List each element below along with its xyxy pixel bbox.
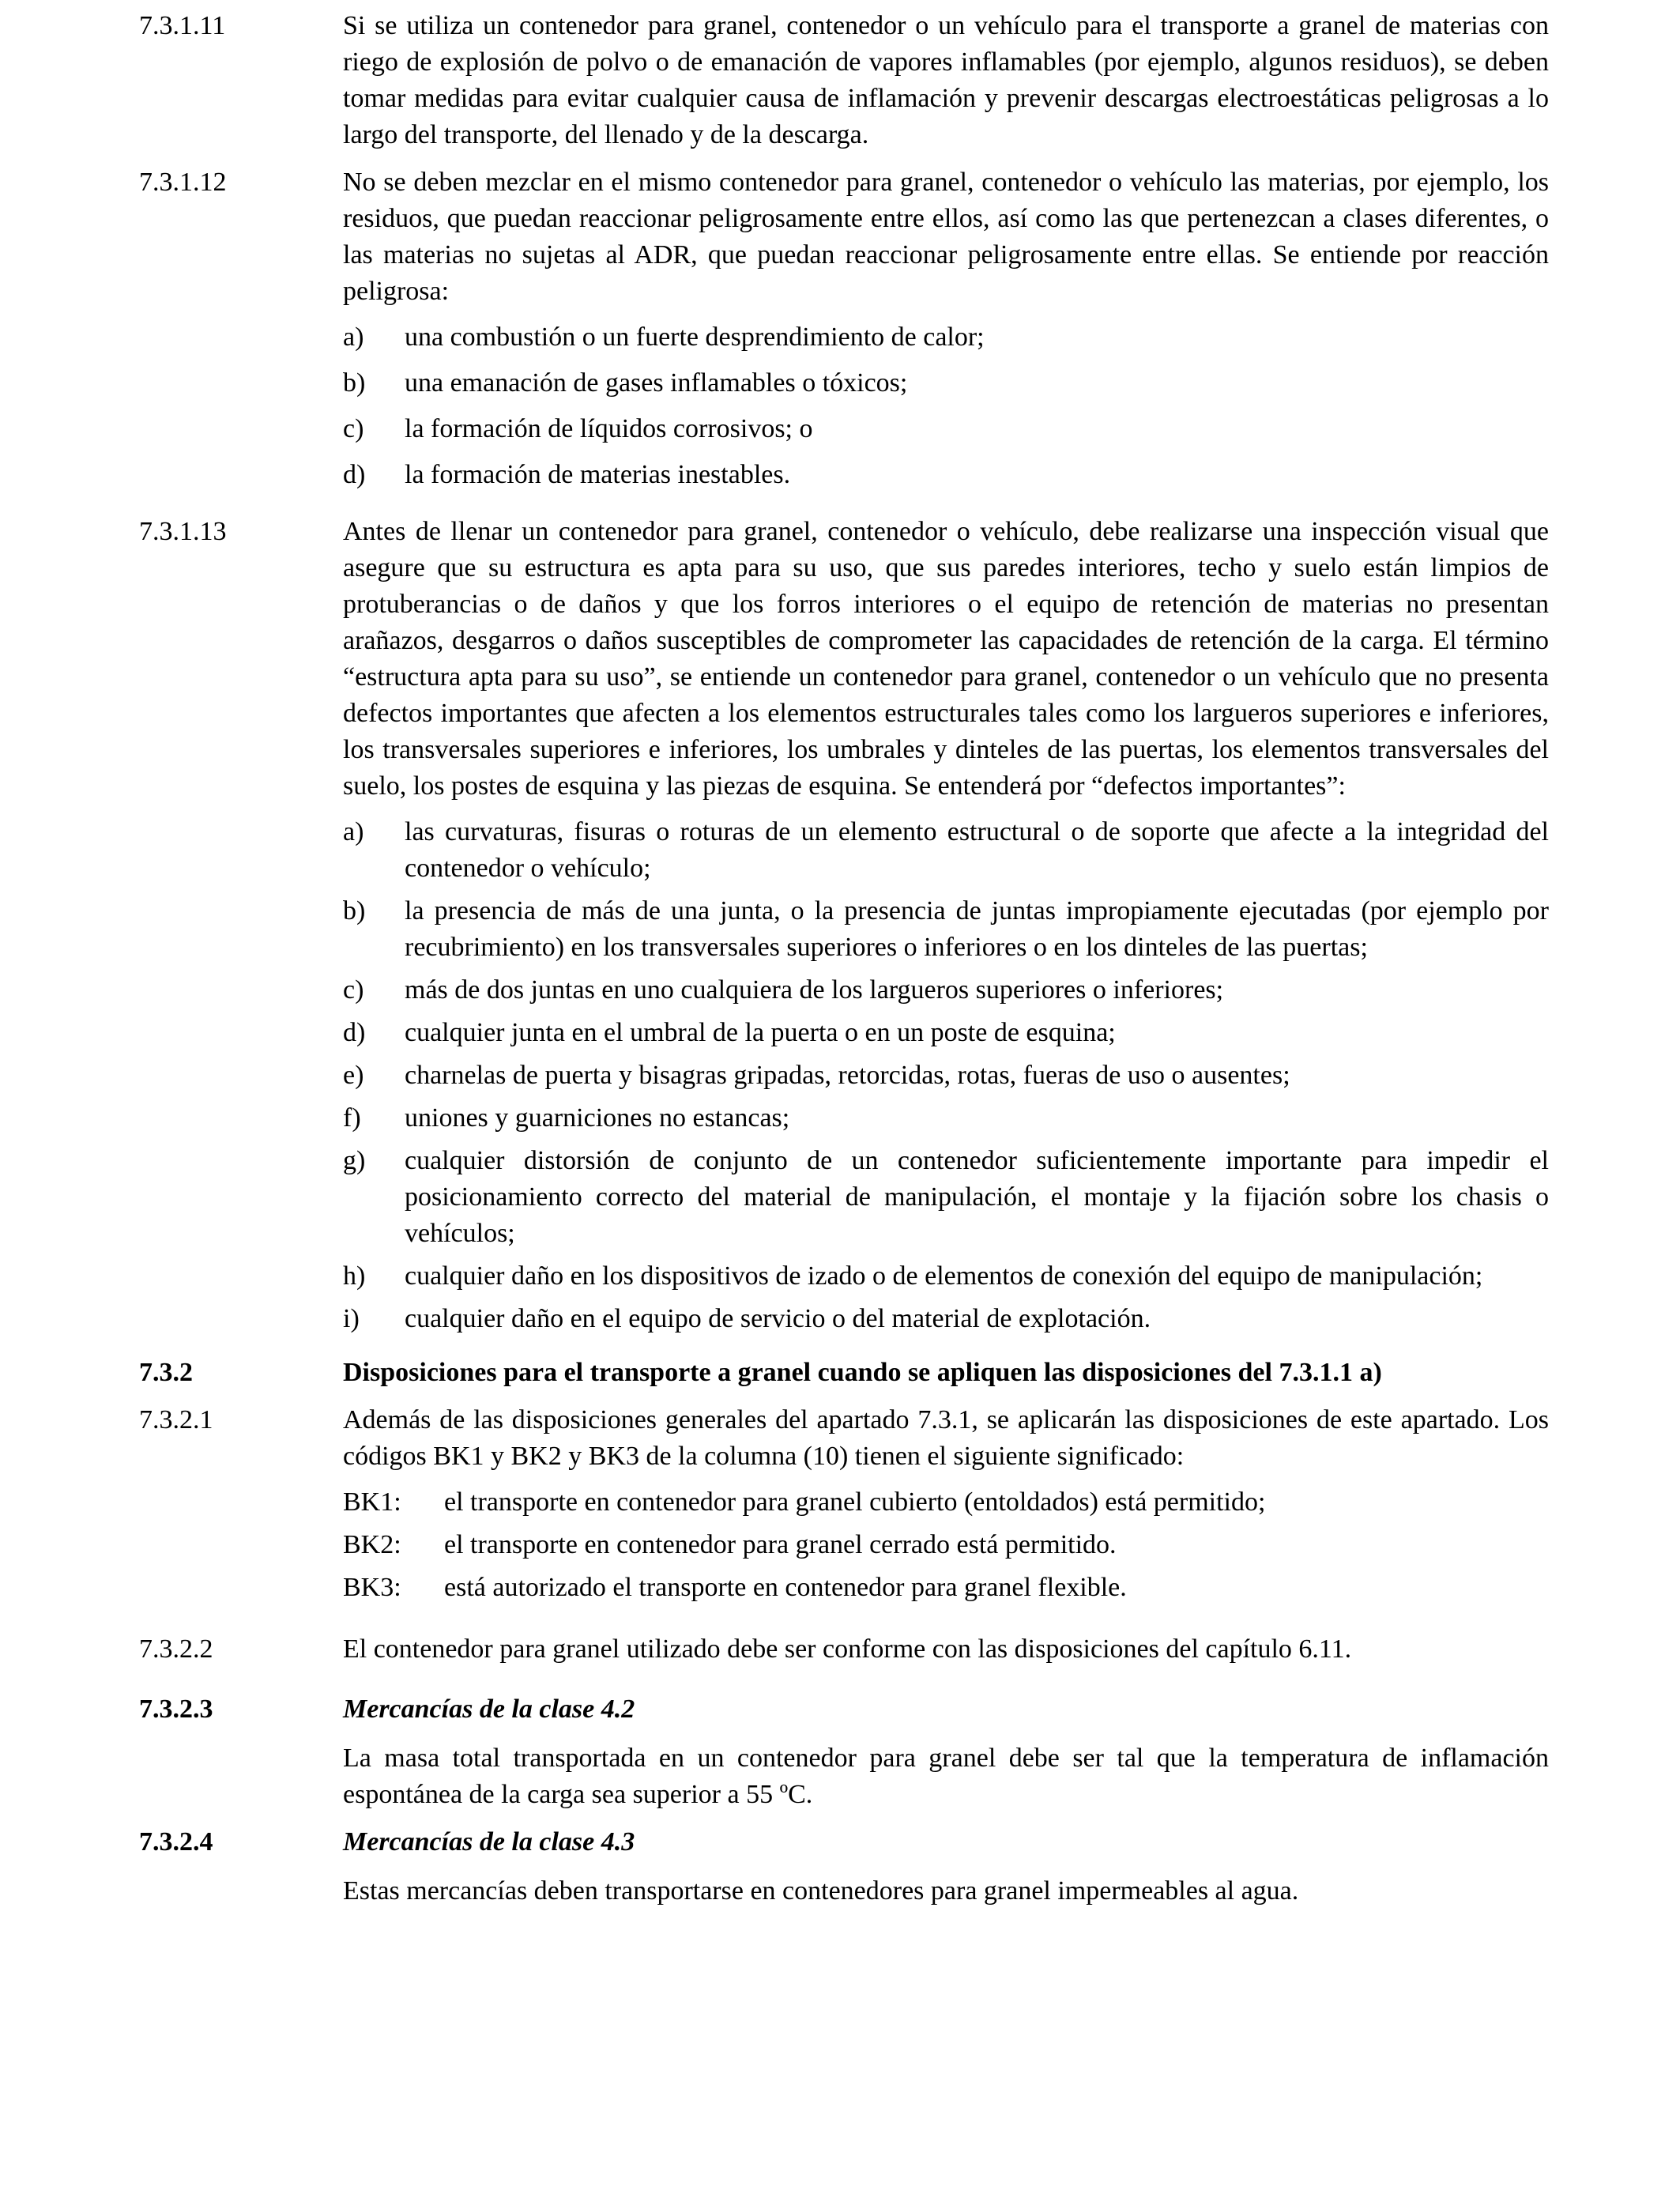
list-item [343, 1057, 1549, 1094]
document-page [139, 8, 1549, 1921]
section-number: 7.3.1.11 [139, 11, 226, 40]
list-item [343, 893, 1549, 966]
list-text: más de dos juntas en uno cualquiera de los largueros superiores o inferiores; [405, 975, 1224, 1005]
list-item [343, 1015, 1549, 1051]
section-heading: Mercancías de la clase 4.3 [343, 1827, 635, 1857]
list-text: charnelas de puerta y bisagras gripadas, retorcidas, rotas, fueras de uso o ausentes; [405, 1061, 1290, 1090]
list-item [343, 1143, 1549, 1252]
section-number: 7.3.2 [139, 1358, 193, 1387]
section-7-3-2-3 [139, 1691, 1549, 1813]
list-item [343, 411, 1549, 447]
list-label: d) [343, 460, 366, 489]
list-label: d) [343, 1018, 366, 1047]
list-label: b) [343, 896, 366, 925]
section-7-3-1-13 [139, 514, 1549, 1344]
list-label: i) [343, 1304, 360, 1333]
list-item [343, 457, 1549, 493]
section-heading: Mercancías de la clase 4.2 [343, 1695, 635, 1724]
section-7-3-1-12 [139, 164, 1549, 503]
list-label: BK2: [343, 1530, 401, 1559]
list-text: uniones y guarniciones no estancas; [405, 1103, 790, 1133]
list-text: cualquier daño en el equipo de servicio o del material de explotación. [405, 1304, 1151, 1333]
list-label: a) [343, 817, 364, 846]
list-label: e) [343, 1061, 364, 1090]
list-text: cualquier distorsión de conjunto de un contenedor suficientemente importante para impedir el posicionamiento correcto del material de manipulación, el montaje y la fijación sobre los chasis o vehículos; [405, 1146, 1549, 1248]
section-paragraph: Antes de llenar un contenedor para granel, contenedor o vehículo, debe realizarse una inspección visual que asegure que su estructura es apta para su uso, que sus paredes interiores, techo y suelo están limpios de protuberancias o de daños y que los forros interiores o el equipo de retención de materias no presentan arañazos, desgarros o daños susceptibles de comprometer las capacidades de retención de la carga. El término “estructura apta para su uso”, se entiende un contenedor para granel, contenedor o un vehículo que no presenta defectos importantes que afecten a los elementos estructurales tales como los largueros superiores e inferiores, los transversales superiores e inferiores, los umbrales y dinteles de las puertas, los elementos transversales del suelo, los postes de esquina y las piezas de esquina. Se entenderá por “defectos importantes”: [343, 517, 1549, 801]
section-7-3-2-2 [139, 1631, 1549, 1668]
list-label: b) [343, 368, 366, 398]
list-label: h) [343, 1261, 366, 1291]
bk-code-list [343, 1484, 1549, 1606]
section-7-3-2-4 [139, 1824, 1549, 1909]
section-paragraph: Si se utiliza un contenedor para granel, contenedor o un vehículo para el transporte a granel de materias con riego de explosión de polvo o de emanación de vapores inflamables (por ejemplo, algunos residuos), se deben tomar medidas para evitar cualquier causa de inflamación y prevenir descargas electroestáticas peligrosas a lo largo del transporte, del llenado y de la descarga. [343, 11, 1549, 149]
list-item [343, 319, 1549, 356]
section-paragraph: Además de las disposiciones generales del apartado 7.3.1, se aplicarán las disposiciones de este apartado. Los códigos BK1 y BK2 y BK3 de la columna (10) tienen el siguiente significado: [343, 1405, 1549, 1471]
section-heading: Disposiciones para el transporte a granel cuando se apliquen las disposiciones del 7.3.1.1 a) [343, 1358, 1382, 1387]
section-paragraph: El contenedor para granel utilizado debe ser conforme con las disposiciones del capítulo 6.11. [343, 1634, 1352, 1664]
list-text: cualquier junta en el umbral de la puerta o en un poste de esquina; [405, 1018, 1116, 1047]
section-number: 7.3.1.12 [139, 168, 227, 197]
list-text: el transporte en contenedor para granel cerrado está permitido. [444, 1530, 1117, 1559]
list-text: las curvaturas, fisuras o roturas de un elemento estructural o de soporte que afecte a la integridad del contenedor o vehículo; [405, 817, 1549, 883]
list-text: una emanación de gases inflamables o tóxicos; [405, 368, 908, 398]
section-number: 7.3.2.2 [139, 1634, 213, 1664]
reaction-list [343, 319, 1549, 493]
section-7-3-1-11 [139, 8, 1549, 153]
list-label: BK1: [343, 1487, 401, 1517]
section-paragraph: Estas mercancías deben transportarse en contenedores para granel impermeables al agua. [343, 1876, 1299, 1906]
list-item [343, 1484, 1549, 1521]
list-item [343, 1258, 1549, 1295]
section-7-3-2-1 [139, 1402, 1549, 1612]
list-label: a) [343, 322, 364, 352]
list-label: c) [343, 414, 364, 443]
list-label: BK3: [343, 1573, 401, 1602]
list-item [343, 1301, 1549, 1337]
list-label: g) [343, 1146, 366, 1175]
section-number: 7.3.2.3 [139, 1695, 213, 1724]
section-paragraph: La masa total transportada en un contenedor para granel debe ser tal que la temperatura de inflamación espontánea de la carga sea superior a 55 ºC. [343, 1744, 1549, 1809]
list-label: f) [343, 1103, 361, 1133]
list-text: el transporte en contenedor para granel cubierto (entoldados) está permitido; [444, 1487, 1266, 1517]
section-number: 7.3.1.13 [139, 517, 227, 546]
section-number: 7.3.2.4 [139, 1827, 213, 1857]
list-item [343, 814, 1549, 887]
list-text: una combustión o un fuerte desprendimiento de calor; [405, 322, 985, 352]
section-number: 7.3.2.1 [139, 1405, 213, 1434]
section-7-3-2 [139, 1355, 1549, 1391]
list-text: está autorizado el transporte en contenedor para granel flexible. [444, 1573, 1127, 1602]
list-text: cualquier daño en los dispositivos de izado o de elementos de conexión del equipo de manipulación; [405, 1261, 1483, 1291]
list-item [343, 972, 1549, 1008]
list-label: c) [343, 975, 364, 1005]
list-text: la formación de líquidos corrosivos; o [405, 414, 813, 443]
list-text: la formación de materias inestables. [405, 460, 791, 489]
defects-list [343, 814, 1549, 1337]
list-item [343, 1570, 1549, 1606]
list-text: la presencia de más de una junta, o la presencia de juntas impropiamente ejecutadas (por ejemplo por recubrimiento) en los transversales superiores o inferiores o en los dinteles de las puertas; [405, 896, 1549, 962]
list-item [343, 365, 1549, 401]
list-item [343, 1100, 1549, 1137]
list-item [343, 1527, 1549, 1563]
section-paragraph: No se deben mezclar en el mismo contenedor para granel, contenedor o vehículo las materias, por ejemplo, los residuos, que puedan reaccionar peligrosamente entre ellos, así como las que pertenezcan a clases diferentes, o las materias no sujetas al ADR, que puedan reaccionar peligrosamente entre ellas. Se entiende por reacción peligrosa: [343, 168, 1549, 306]
